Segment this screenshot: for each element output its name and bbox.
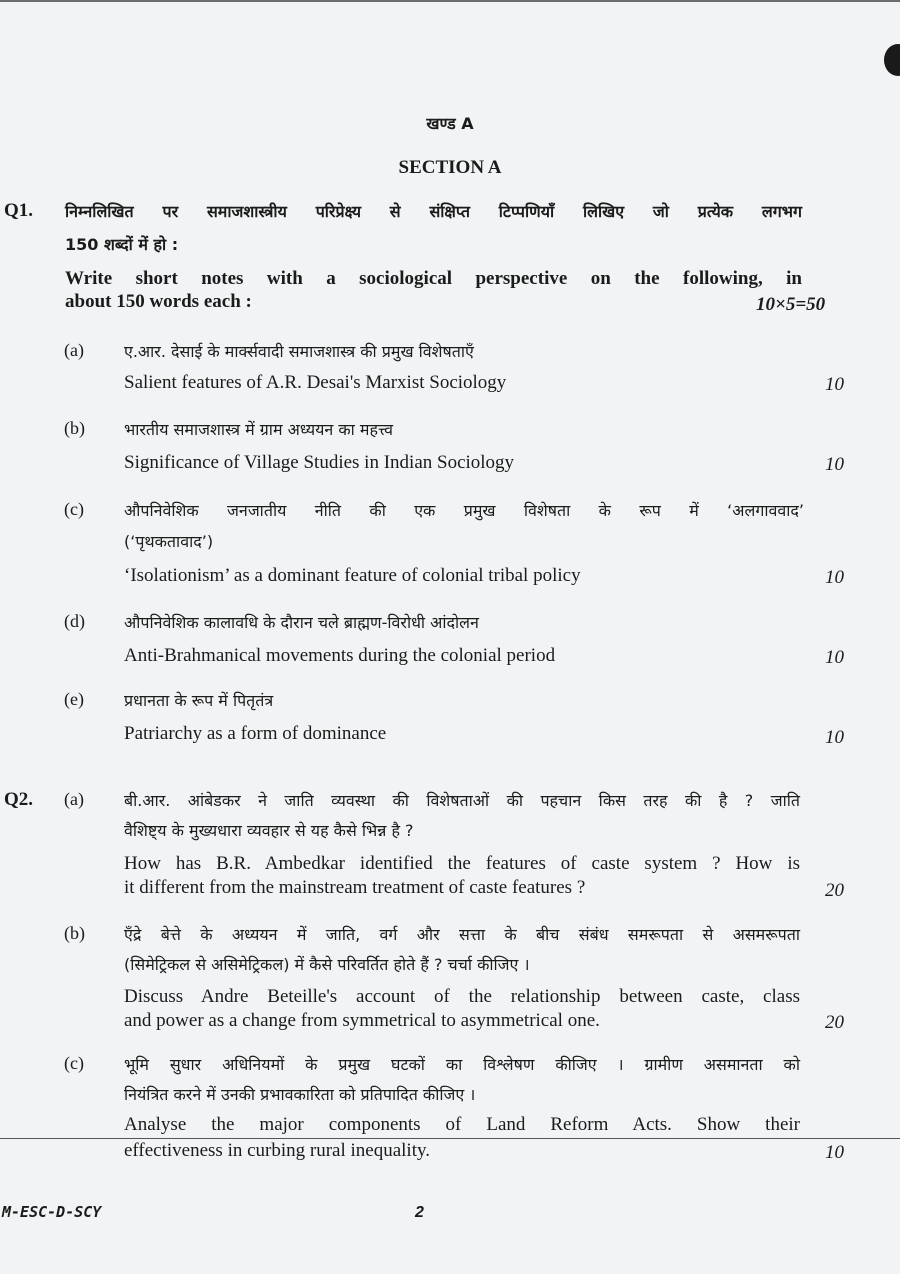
top-border (0, 0, 900, 2)
part-english-text: Salient features of A.R. Desai's Marxist Sociology (124, 372, 507, 393)
part-label: (a) (64, 789, 84, 809)
part-english-text: Patriarchy as a form of dominance (124, 723, 387, 744)
q1-total-marks: 10×5=50 (756, 294, 826, 315)
part-hindi-text: औपनिवेशिक कालावधि के दौरान चले ब्राह्मण-विरोधी आंदोलन (124, 613, 479, 632)
part-english-text: Anti-Brahmanical movements during the colonial period (124, 645, 556, 666)
part-label: (b) (64, 418, 85, 438)
page-divider (0, 1138, 900, 1139)
section-heading-hindi: खण्ड A (426, 114, 474, 133)
part-hindi-text: (सिमेट्रिकल से असिमेट्रिकल) में कैसे परिवर्तित होते हैं ? चर्चा कीजिए । (124, 955, 530, 974)
page-number: 2 (415, 1204, 424, 1221)
part-label: (a) (64, 340, 84, 360)
part-label: (e) (64, 689, 84, 709)
q1-english-line1: Write short notes with a sociological perspective on the following, in (65, 268, 802, 289)
q1-english-line2: about 150 words each : (65, 291, 252, 312)
part-marks: 10 (825, 374, 844, 395)
part-label: (d) (64, 611, 85, 631)
part-english-text: ‘Isolationism’ as a dominant feature of colonial tribal policy (124, 565, 581, 586)
part-marks: 10 (825, 1142, 844, 1163)
part-hindi-text: प्रधानता के रूप में पितृतंत्र (124, 691, 274, 710)
part-english-text: Significance of Village Studies in Indian Sociology (124, 452, 515, 473)
part-marks: 10 (825, 454, 844, 475)
q1-hindi-line2: 150 शब्दों में हो : (65, 235, 179, 254)
part-english-text: effectiveness in curbing rural inequality. (124, 1140, 431, 1161)
part-english-text: it different from the mainstream treatment of caste features ? (124, 877, 586, 898)
part-marks: 10 (825, 647, 844, 668)
q1-hindi-line1: निम्नलिखित पर समाजशास्त्रीय परिप्रेक्ष्य से संक्षिप्त टिप्पणियाँ लिखिए जो प्रत्येक लगभग (65, 202, 802, 221)
paper-code: M-ESC-D-SCY (2, 1203, 102, 1221)
part-hindi-text: एँद्रे बेत्ते के अध्ययन में जाति, वर्ग और सत्ता के बीच संबंध समरूपता से असमरूपता (124, 925, 800, 944)
part-english-text: and power as a change from symmetrical to asymmetrical one. (124, 1010, 600, 1031)
part-label: (c) (64, 499, 84, 519)
part-hindi-text: वैशिष्ट्य के मुख्यधारा व्यवहार से यह कैसे भिन्न है ? (124, 821, 414, 840)
part-label: (b) (64, 923, 85, 943)
binder-hole-mark (884, 44, 900, 76)
part-hindi-text: नियंत्रित करने में उनकी प्रभावकारिता को प्रतिपादित कीजिए । (124, 1085, 476, 1104)
part-marks: 20 (825, 880, 844, 901)
part-hindi-text: (‘पृथकतावाद’) (124, 532, 214, 551)
part-english-text: Discuss Andre Beteille's account of the relationship between caste, class (124, 986, 800, 1007)
section-heading-english: SECTION A (398, 157, 502, 178)
question-number: Q1. (4, 200, 34, 221)
part-hindi-text: बी.आर. आंबेडकर ने जाति व्यवस्था की विशेषताओं की पहचान किस तरह की है ? जाति (124, 791, 800, 810)
question-number: Q2. (4, 789, 34, 810)
part-hindi-text: ए.आर. देसाई के मार्क्सवादी समाजशास्त्र की प्रमुख विशेषताएँ (124, 342, 474, 361)
part-marks: 20 (825, 1012, 844, 1033)
part-marks: 10 (825, 567, 844, 588)
part-english-text: How has B.R. Ambedkar identified the features of caste system ? How is (124, 853, 800, 874)
part-hindi-text: भारतीय समाजशास्त्र में ग्राम अध्ययन का महत्त्व (124, 420, 394, 439)
part-marks: 10 (825, 727, 844, 748)
part-hindi-text: औपनिवेशिक जनजातीय नीति की एक प्रमुख विशेषता के रूप में ‘अलगाववाद’ (124, 501, 804, 520)
part-english-text: Analyse the major components of Land Reform Acts. Show their (124, 1114, 800, 1135)
part-hindi-text: भूमि सुधार अधिनियमों के प्रमुख घटकों का विश्लेषण कीजिए । ग्रामीण असमानता को (124, 1055, 800, 1074)
part-label: (c) (64, 1053, 84, 1073)
